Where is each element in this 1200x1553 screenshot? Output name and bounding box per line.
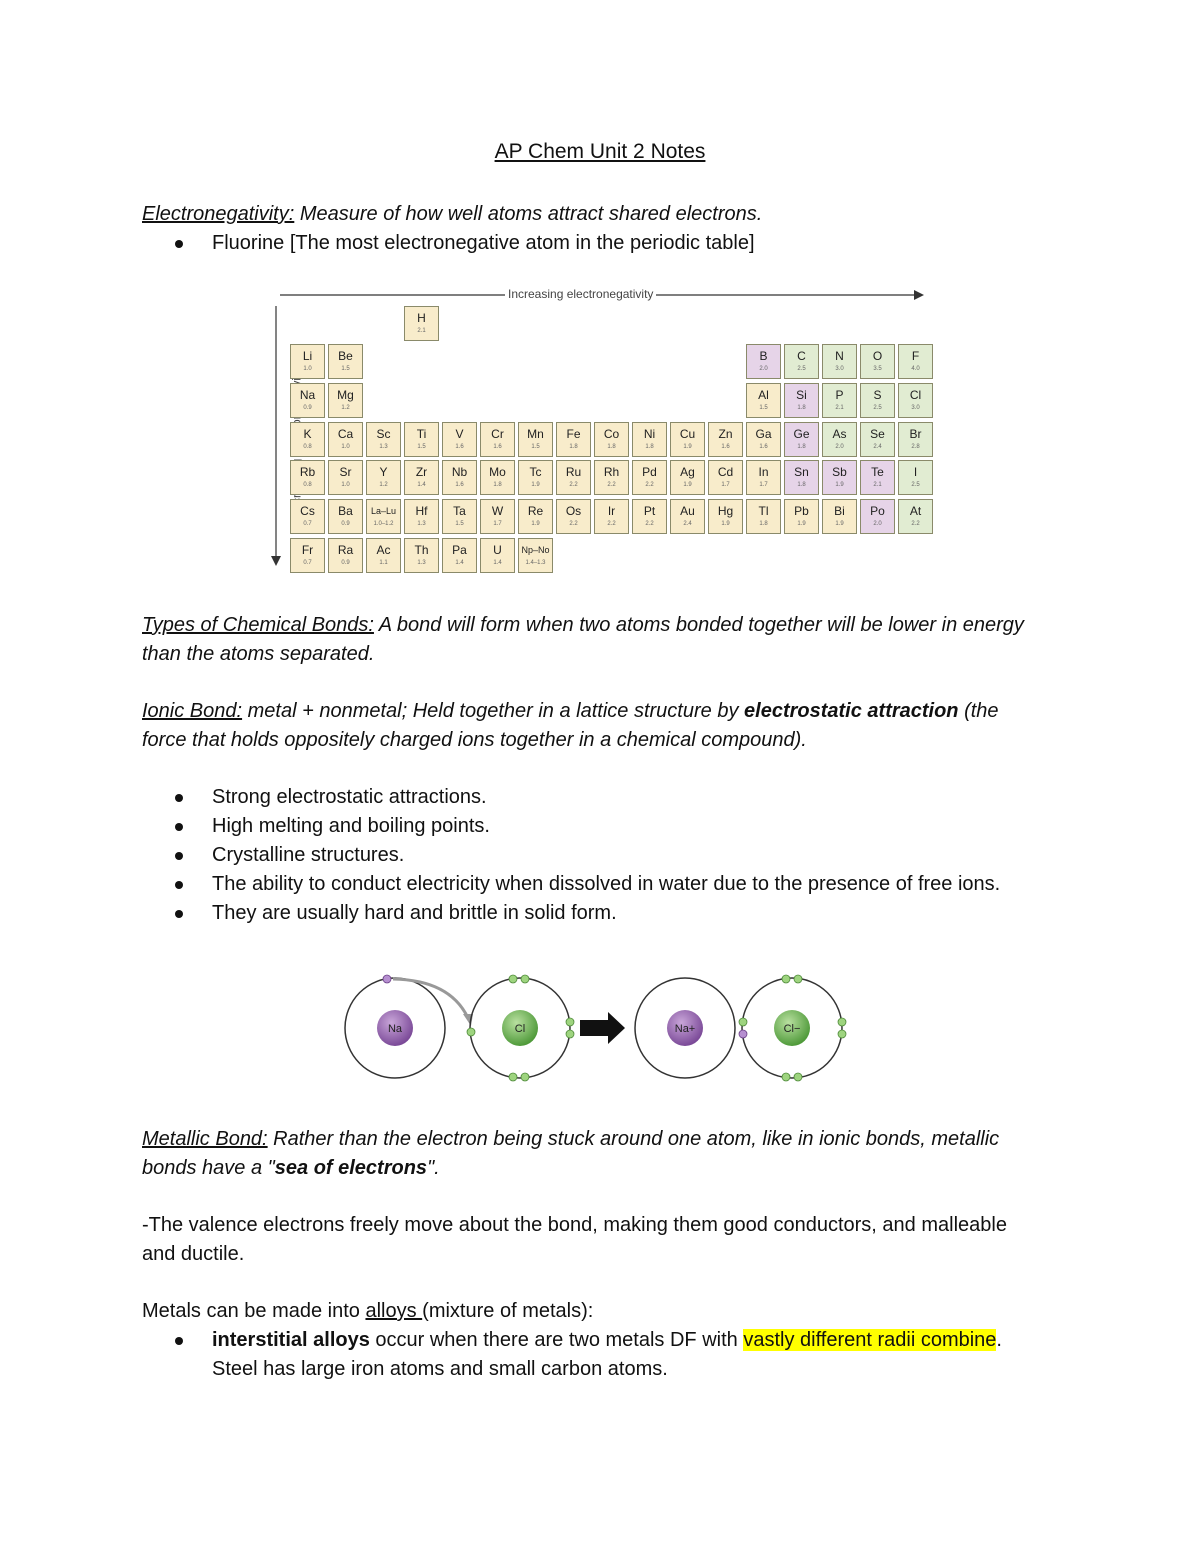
- element-symbol: Hg: [717, 504, 734, 519]
- element-cell: [328, 499, 363, 534]
- electronegativity-value: 2.2: [645, 521, 654, 528]
- element-cell: [708, 460, 743, 495]
- metallic-bond-definition: [142, 1125, 1042, 1183]
- element-symbol: Tl: [758, 504, 769, 519]
- element-symbol: Nb: [451, 465, 468, 480]
- element-symbol: Fe: [566, 426, 581, 441]
- element-symbol: Ru: [565, 465, 582, 480]
- element-symbol: Te: [871, 465, 884, 480]
- element-cell: [822, 383, 857, 418]
- element-symbol: As: [832, 426, 847, 441]
- element-cell: [290, 538, 325, 573]
- electronegativity-value: 2.5: [797, 366, 806, 372]
- element-cell: [556, 422, 591, 457]
- highlighted-text: vastly different radii combine: [743, 1329, 997, 1351]
- list-item: Fluorine [The most electronegative atom in the periodic table]: [142, 229, 1042, 258]
- electronegativity-value: 1.8: [797, 482, 806, 489]
- element-symbol: H: [417, 311, 426, 325]
- electronegativity-value: 1.2: [379, 482, 388, 489]
- ionic-bond-definition: [142, 697, 1042, 755]
- list-item: Crystalline structures.: [142, 841, 1042, 870]
- element-symbol: Cd: [717, 465, 734, 480]
- electronegativity-value: 1.5: [417, 443, 426, 450]
- electronegativity-value: 2.4: [683, 521, 692, 528]
- electronegativity-value: 1.6: [455, 443, 464, 450]
- element-symbol: K: [303, 426, 312, 441]
- element-symbol: Mg: [337, 387, 354, 402]
- electronegativity-value: 0.7: [303, 560, 312, 566]
- electronegativity-value: 2.5: [873, 404, 882, 411]
- electronegativity-value: 1.9: [835, 521, 844, 528]
- element-symbol: Y: [379, 465, 388, 480]
- element-symbol: Th: [414, 543, 429, 557]
- electronegativity-value: 1.6: [721, 443, 730, 450]
- element-symbol: Ga: [755, 426, 772, 441]
- electronegativity-value: 1.7: [759, 482, 768, 489]
- element-cell: [404, 306, 439, 341]
- ionic-properties-list: [142, 783, 1042, 928]
- element-cell: [290, 422, 325, 457]
- element-symbol: N: [835, 349, 844, 363]
- element-symbol: C: [797, 349, 806, 363]
- electronegativity-value: 2.0: [873, 521, 882, 528]
- element-symbol: Bi: [834, 504, 845, 519]
- electronegativity-value: 1.0–1.2: [373, 521, 394, 528]
- element-cell: [290, 499, 325, 534]
- bond-types-definition: [142, 611, 1042, 669]
- element-cell: [822, 499, 857, 534]
- arrow-right-icon: [914, 290, 924, 300]
- list-item: They are usually hard and brittle in solid form.: [142, 899, 1042, 928]
- element-cell: [746, 344, 781, 379]
- metallic-bond-emphasis: sea of electrons: [274, 1157, 428, 1179]
- element-cell: [480, 538, 515, 573]
- element-cell: [328, 422, 363, 457]
- list-item: High melting and boiling points.: [142, 812, 1042, 841]
- element-cell: [898, 499, 933, 534]
- element-cell: [404, 422, 439, 457]
- element-symbol: Ca: [337, 426, 354, 441]
- electronegativity-value: 1.4: [455, 560, 464, 566]
- element-cell: [860, 422, 895, 457]
- electronegativity-value: 1.0: [341, 443, 350, 450]
- electronegativity-value: 2.1: [873, 482, 882, 489]
- transferred-electron: [739, 1030, 747, 1038]
- element-cell: [860, 383, 895, 418]
- element-symbol: Ba: [338, 504, 353, 519]
- element-cell: [442, 538, 477, 573]
- element-cell: [290, 344, 325, 379]
- increasing-electronegativity-label: Increasing electronegativity: [505, 287, 656, 301]
- electronegativity-value: 1.8: [493, 482, 502, 489]
- element-symbol: Se: [870, 426, 885, 441]
- electronegativity-value: 0.8: [303, 443, 312, 450]
- electronegativity-value: 1.6: [759, 443, 768, 450]
- element-cell: [860, 460, 895, 495]
- electronegativity-definition: [142, 200, 1042, 229]
- electronegativity-value: 2.2: [607, 521, 616, 528]
- element-cell: [708, 499, 743, 534]
- element-symbol: Po: [870, 504, 885, 519]
- alloys-prefix: Metals can be made into: [142, 1300, 366, 1322]
- electronegativity-value: 1.7: [493, 521, 502, 528]
- electronegativity-value: 1.5: [531, 443, 540, 450]
- element-symbol: Br: [909, 426, 922, 441]
- electronegativity-value: 0.9: [303, 404, 312, 411]
- element-cell: [784, 383, 819, 418]
- electronegativity-value: 0.7: [303, 521, 312, 528]
- element-cell: [898, 460, 933, 495]
- electronegativity-value: 1.4–1.3: [525, 560, 546, 566]
- electronegativity-periodic-table: [260, 282, 940, 582]
- element-symbol: O: [872, 349, 883, 363]
- bond-types-term: Types of Chemical Bonds:: [142, 614, 374, 636]
- list-item: [142, 1326, 1042, 1384]
- element-symbol: I: [913, 465, 918, 480]
- electronegativity-value: 1.7: [721, 482, 730, 489]
- element-symbol: Al: [758, 387, 769, 402]
- element-cell: [442, 499, 477, 534]
- element-symbol: Cu: [679, 426, 696, 441]
- element-cell: [480, 422, 515, 457]
- element-symbol: U: [493, 543, 502, 557]
- element-symbol: Ti: [416, 426, 427, 441]
- element-cell: [290, 383, 325, 418]
- element-cell: [290, 460, 325, 495]
- bond-types-text: A bond will form when two atoms bonded together will be lower in energy than the atoms separated.: [142, 614, 1024, 665]
- element-cell: [632, 422, 667, 457]
- electronegativity-value: 1.3: [379, 443, 388, 450]
- electron: [383, 975, 391, 983]
- electronegativity-bullets: [142, 229, 1042, 258]
- na-ion-label: Na+: [674, 1023, 696, 1035]
- element-cell: [328, 383, 363, 418]
- element-cell: [898, 383, 933, 418]
- electronegativity-value: 1.9: [835, 482, 844, 489]
- element-symbol: V: [455, 426, 464, 441]
- element-cell: [594, 499, 629, 534]
- alloys-term: alloys: [365, 1300, 423, 1322]
- list-item: The ability to conduct electricity when dissolved in water due to the presence of free ions.: [142, 870, 1042, 899]
- element-cell: [860, 344, 895, 379]
- electronegativity-value: 2.4: [873, 443, 882, 450]
- element-cell: [746, 383, 781, 418]
- electronegativity-value: 2.1: [835, 404, 844, 411]
- element-cell: [632, 460, 667, 495]
- element-symbol: Rh: [603, 465, 620, 480]
- element-symbol: Ge: [793, 426, 810, 441]
- electronegativity-value: 1.9: [797, 521, 806, 528]
- electronegativity-value: 2.2: [607, 482, 616, 489]
- element-symbol: Sn: [794, 465, 809, 480]
- metallic-bond-text-2: ".: [427, 1157, 440, 1179]
- electronegativity-value: 3.5: [873, 366, 882, 372]
- electronegativity-value: 4.0: [911, 366, 920, 372]
- element-cell: [404, 499, 439, 534]
- element-cell: [442, 422, 477, 457]
- element-cell: [898, 344, 933, 379]
- element-symbol: Tc: [529, 465, 542, 480]
- electronegativity-value: 1.8: [569, 443, 578, 450]
- element-symbol: Mn: [527, 426, 544, 441]
- element-symbol: Na: [299, 387, 316, 402]
- element-cell: [366, 499, 401, 534]
- electronegativity-value: 3.0: [835, 366, 844, 372]
- element-symbol: P: [835, 387, 844, 402]
- element-cell: [784, 499, 819, 534]
- interstitial-alloys-term: interstitial alloys: [212, 1329, 370, 1351]
- element-cell: [860, 499, 895, 534]
- electronegativity-value: 1.9: [531, 482, 540, 489]
- element-symbol: Ra: [337, 543, 354, 557]
- element-cell: [670, 422, 705, 457]
- alloys-paragraph: [142, 1297, 1042, 1326]
- electronegativity-value: 1.8: [607, 443, 616, 450]
- element-cell: [594, 422, 629, 457]
- electronegativity-value: 1.9: [683, 443, 692, 450]
- electronegativity-value: 1.2: [341, 404, 350, 411]
- electronegativity-value: 2.5: [911, 482, 920, 489]
- element-cell: [404, 460, 439, 495]
- interstitial-end: . Steel has large iron atoms and small carbon atoms.: [212, 1329, 1002, 1380]
- element-symbol: Pd: [642, 465, 657, 480]
- element-symbol: Re: [527, 504, 544, 519]
- element-cell: [746, 422, 781, 457]
- element-cell: [366, 460, 401, 495]
- element-cell: [898, 422, 933, 457]
- electronegativity-text: Measure of how well atoms attract shared electrons.: [294, 203, 763, 225]
- element-symbol: Si: [796, 387, 807, 402]
- element-symbol: Hf: [415, 504, 428, 519]
- element-symbol: Os: [565, 504, 582, 519]
- electronegativity-value: 2.8: [911, 443, 920, 450]
- electronegativity-value: 1.5: [455, 521, 464, 528]
- element-symbol: Sc: [376, 426, 391, 441]
- electronegativity-value: 3.0: [911, 404, 920, 411]
- electronegativity-value: 1.5: [759, 404, 768, 411]
- ionic-bond-emphasis: electrostatic attraction: [744, 700, 959, 722]
- electronegativity-value: 1.3: [417, 521, 426, 528]
- element-cell: [746, 460, 781, 495]
- alloys-list: [142, 1326, 1042, 1384]
- electronegativity-value: 1.6: [493, 443, 502, 450]
- element-symbol: Ni: [643, 426, 656, 441]
- alloys-suffix: (mixture of metals):: [422, 1300, 594, 1322]
- element-cell: [518, 422, 553, 457]
- element-cell: [442, 460, 477, 495]
- element-symbol: Co: [603, 426, 620, 441]
- element-symbol: Rb: [299, 465, 316, 480]
- electronegativity-value: 1.1: [379, 560, 388, 566]
- element-cell: [480, 460, 515, 495]
- element-cell: [556, 460, 591, 495]
- element-cell: [518, 538, 553, 573]
- ionic-bond-term: Ionic Bond:: [142, 700, 243, 722]
- electronegativity-value: 2.2: [911, 521, 920, 528]
- interstitial-text: occur when there are two metals DF with: [369, 1329, 744, 1351]
- element-symbol: La–Lu: [370, 506, 397, 517]
- element-cell: [708, 422, 743, 457]
- element-symbol: Au: [680, 504, 695, 519]
- page-title: AP Chem Unit 2 Notes: [494, 140, 706, 163]
- electronegativity-value: 1.8: [645, 443, 654, 450]
- electronegativity-value: 2.2: [569, 482, 578, 489]
- electronegativity-term: Electronegativity:: [142, 203, 295, 225]
- electronegativity-value: 0.8: [303, 482, 312, 489]
- transfer-arrow: [393, 979, 468, 1018]
- element-cell: [328, 344, 363, 379]
- element-cell: [822, 422, 857, 457]
- element-cell: [784, 460, 819, 495]
- ionic-bond-text: metal + nonmetal; Held together in a lattice structure by: [242, 700, 745, 722]
- element-cell: [366, 538, 401, 573]
- cl-ion-label: Cl−: [783, 1023, 801, 1035]
- electronegativity-value: 1.9: [721, 521, 730, 528]
- electronegativity-value: 1.8: [797, 404, 806, 411]
- element-symbol: B: [759, 349, 768, 363]
- element-symbol: Zn: [718, 426, 733, 441]
- electronegativity-value: 2.1: [417, 328, 426, 334]
- element-symbol: Ir: [607, 504, 616, 519]
- electronegativity-value: 1.4: [417, 482, 426, 489]
- element-cell: [404, 538, 439, 573]
- element-symbol: Li: [302, 349, 313, 363]
- na-label: Na: [387, 1023, 403, 1035]
- electronegativity-value: 2.2: [569, 521, 578, 528]
- cl-label: Cl: [514, 1023, 526, 1035]
- electronegativity-value: 1.9: [683, 482, 692, 489]
- metallic-bond-text: Rather than the electron being stuck around one atom, like in ionic bonds, metallic bonds have a ": [142, 1128, 1000, 1179]
- element-symbol: Cl: [909, 387, 922, 402]
- electronegativity-value: 1.0: [303, 366, 312, 372]
- element-symbol: Ag: [680, 465, 695, 480]
- element-cell: [328, 538, 363, 573]
- element-symbol: Pa: [452, 543, 467, 557]
- valence-electrons-paragraph: -The valence electrons freely move about the bond, making them good conductors, and malleable and ductile.: [142, 1214, 1007, 1265]
- element-cell: [556, 499, 591, 534]
- element-symbol: Pt: [643, 504, 656, 519]
- element-cell: [518, 460, 553, 495]
- metallic-bond-term: Metallic Bond:: [142, 1128, 268, 1150]
- electronegativity-value: 2.0: [759, 366, 768, 372]
- element-symbol: W: [491, 504, 504, 519]
- element-cell: [670, 499, 705, 534]
- element-symbol: Fr: [301, 543, 314, 557]
- element-symbol: At: [909, 504, 922, 519]
- reaction-arrow-icon: [580, 1012, 625, 1044]
- element-cell: [480, 499, 515, 534]
- element-cell: [822, 344, 857, 379]
- element-cell: [670, 460, 705, 495]
- electronegativity-value: 1.6: [455, 482, 464, 489]
- list-item: Strong electrostatic attractions.: [142, 783, 1042, 812]
- electronegativity-value: 1.5: [341, 366, 350, 372]
- element-cell: [784, 422, 819, 457]
- element-symbol: In: [758, 465, 769, 480]
- electronegativity-value: 1.8: [759, 521, 768, 528]
- element-symbol: Np–No: [521, 545, 550, 555]
- element-cell: [366, 422, 401, 457]
- element-symbol: Mo: [489, 465, 506, 480]
- element-symbol: S: [873, 387, 882, 402]
- element-cell: [594, 460, 629, 495]
- element-symbol: Pb: [794, 504, 809, 519]
- electronegativity-value: 1.8: [797, 443, 806, 450]
- element-cell: [784, 344, 819, 379]
- element-cell: [822, 460, 857, 495]
- element-cell: [518, 499, 553, 534]
- electronegativity-value: 1.4: [493, 560, 502, 566]
- electronegativity-value: 0.9: [341, 521, 350, 528]
- electronegativity-value: 1.9: [531, 521, 540, 528]
- element-symbol: Ta: [453, 504, 466, 519]
- electronegativity-value: 1.0: [341, 482, 350, 489]
- electronegativity-value: 0.9: [341, 560, 350, 566]
- element-symbol: Sr: [339, 465, 352, 480]
- element-symbol: Cs: [300, 504, 315, 519]
- electronegativity-value: 2.2: [645, 482, 654, 489]
- electronegativity-value: 2.0: [835, 443, 844, 450]
- arrow-down-icon: [271, 556, 281, 566]
- element-symbol: Ac: [376, 543, 391, 557]
- element-symbol: Cr: [491, 426, 504, 441]
- element-symbol: Zr: [415, 465, 428, 480]
- element-symbol: F: [911, 349, 920, 363]
- element-cell: [746, 499, 781, 534]
- electronegativity-value: 1.3: [417, 560, 426, 566]
- element-cell: [632, 499, 667, 534]
- element-symbol: Sb: [832, 465, 847, 480]
- ionic-bond-diagram: [330, 970, 890, 1100]
- element-symbol: Be: [338, 349, 353, 363]
- element-cell: [328, 460, 363, 495]
- ionic-bond-text-2: (the force that holds oppositely charged ions together in a chemical compound).: [142, 700, 999, 751]
